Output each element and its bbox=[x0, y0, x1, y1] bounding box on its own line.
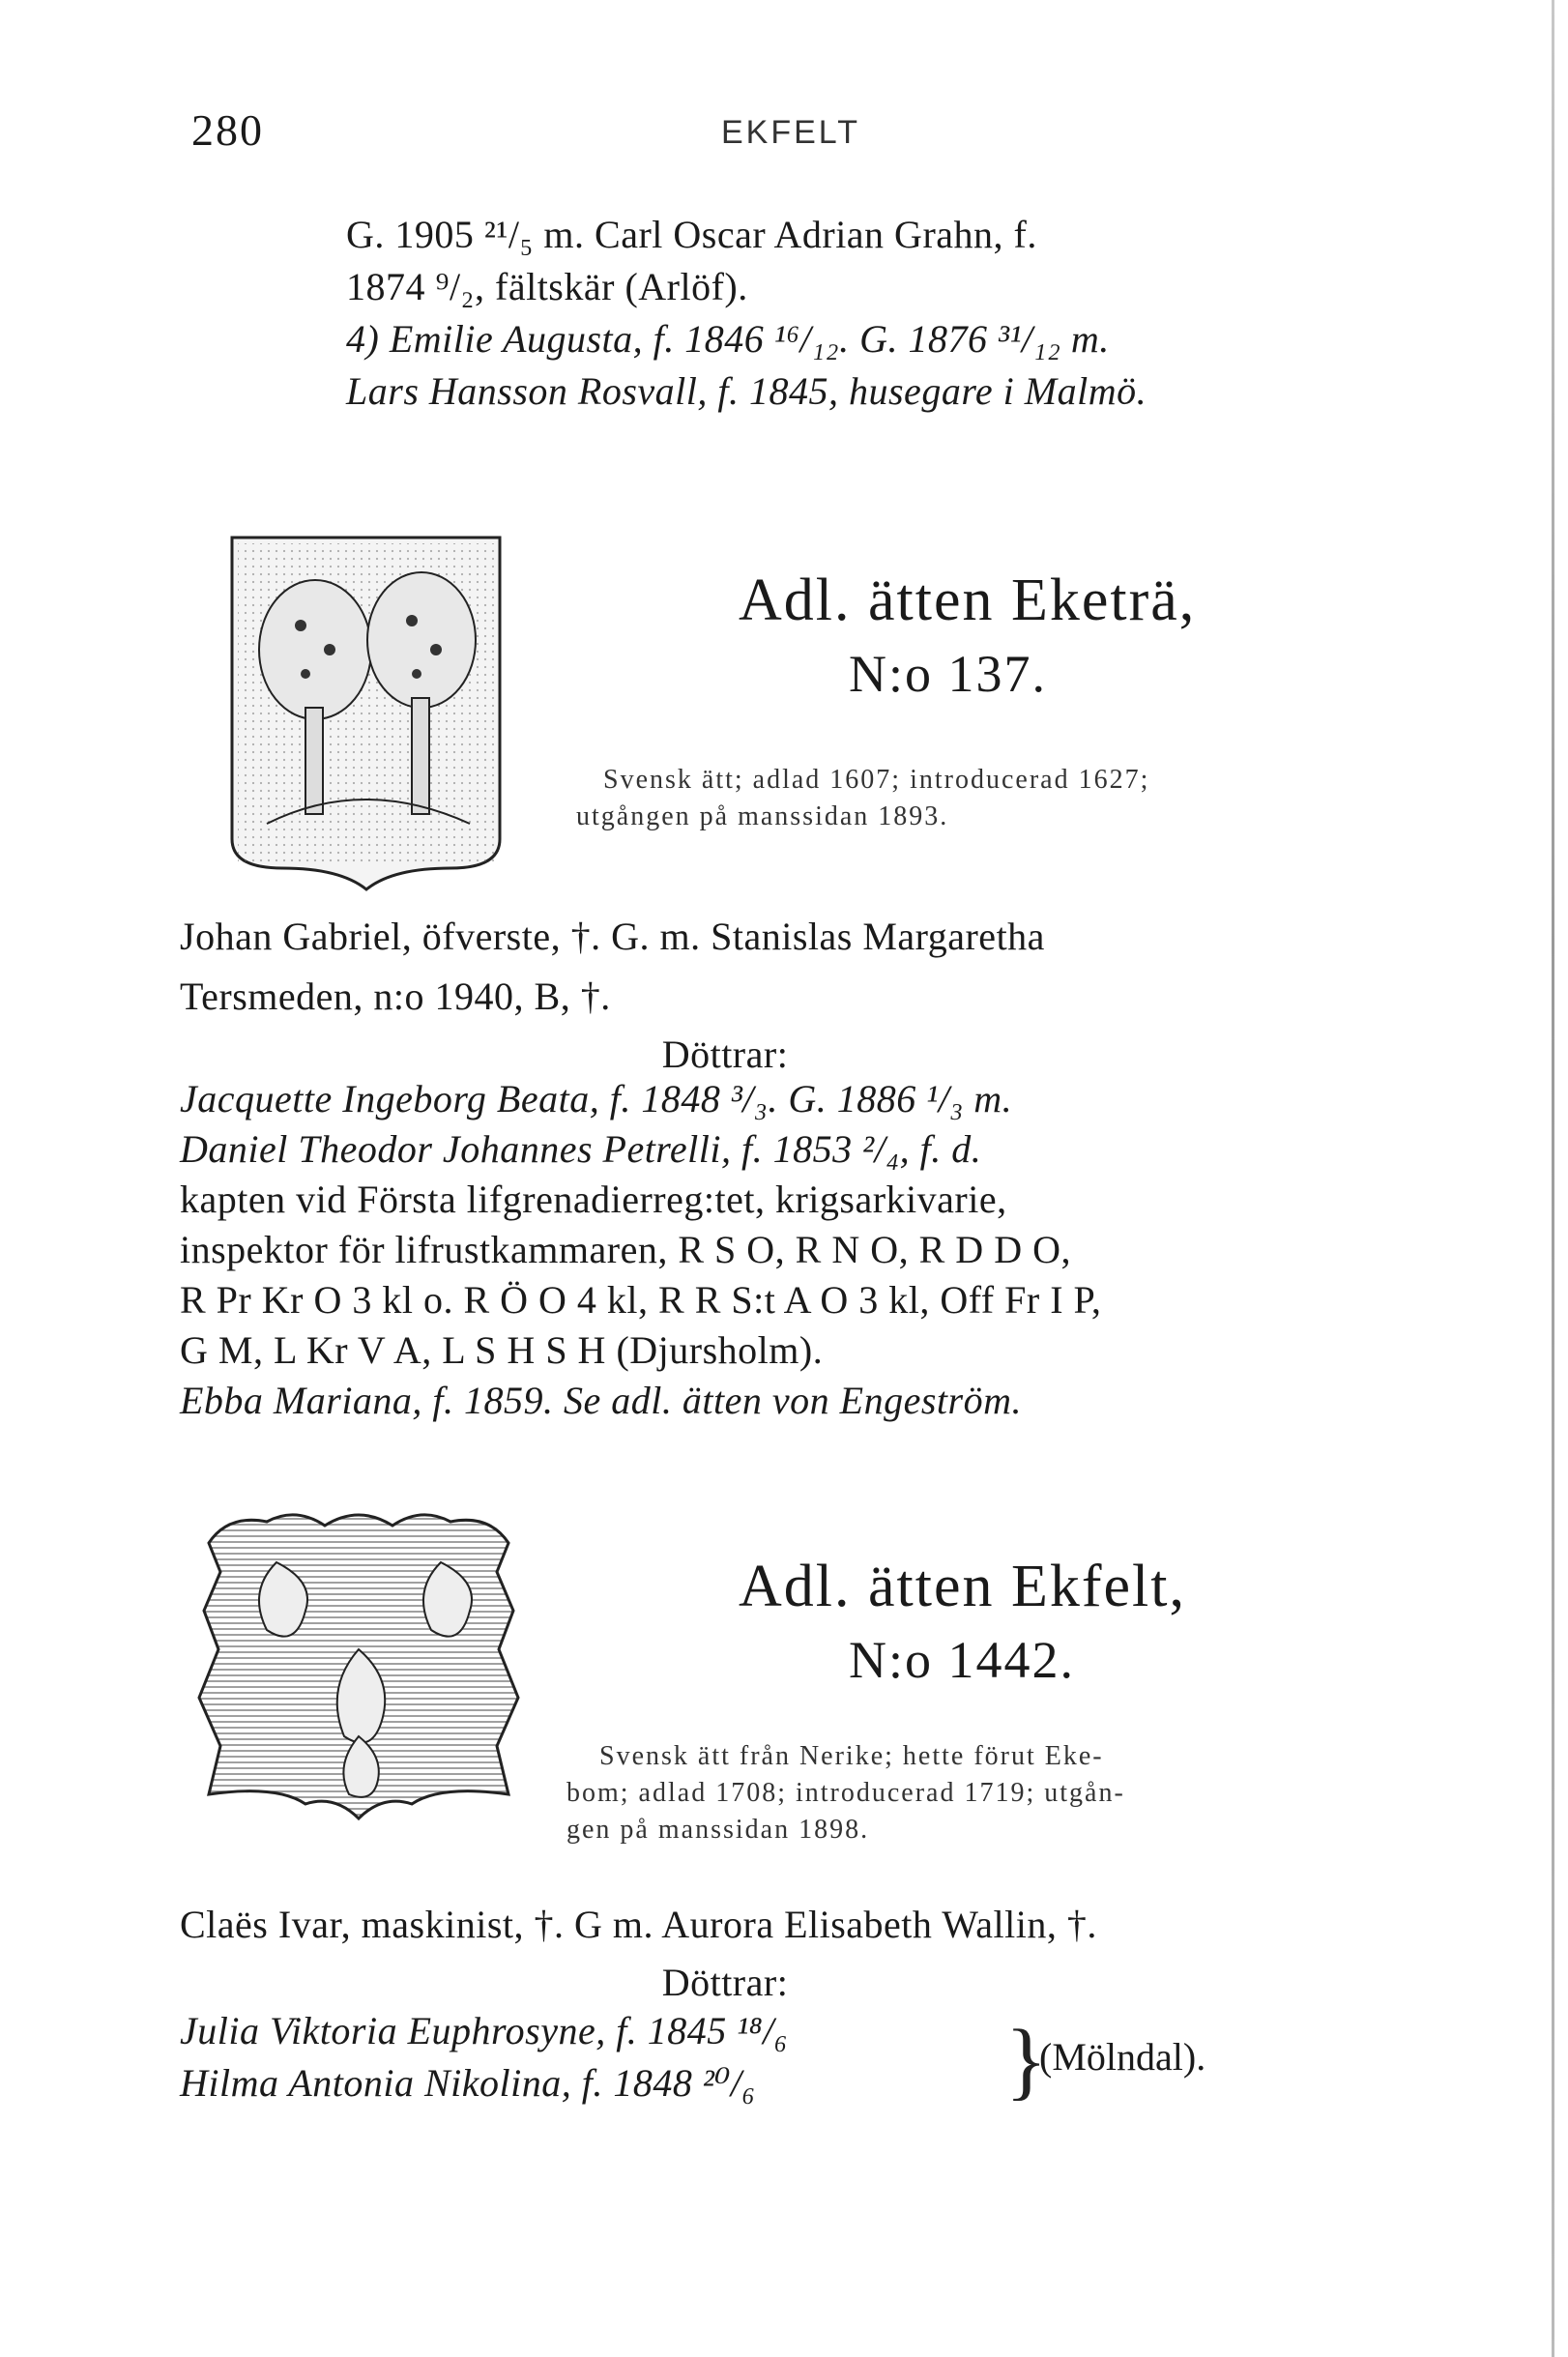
ekfelt-description-3: gen på manssidan 1898. bbox=[566, 1815, 870, 1845]
ekfelt-family-number: N:o 1442. bbox=[849, 1631, 1075, 1689]
running-title: EKFELT bbox=[721, 114, 860, 151]
eketra-line-1: Johan Gabriel, öfverste, †. G. m. Stanislas Margaretha bbox=[180, 915, 1045, 958]
page-number: 280 bbox=[191, 105, 264, 155]
top-line-4: Lars Hansson Rosvall, f. 1845, husegare i Malmö. bbox=[346, 369, 1147, 413]
top-line-1: G. 1905 ²¹/₅ m. Carl Oscar Adrian Grahn, f. bbox=[346, 213, 1037, 256]
ekfelt-description-2: bom; adlad 1708; introducerad 1719; utgån- bbox=[566, 1778, 1125, 1808]
eketra-daughter-line-3: kapten vid Första lifgrenadierreg:tet, krigsarkivarie, bbox=[180, 1178, 1007, 1221]
eketra-daughter-line-5: R Pr Kr O 3 kl o. R Ö O 4 kl, R R S:t A O 3 kl, Off Fr I P, bbox=[180, 1278, 1102, 1322]
ekfelt-family-title: Adl. ätten Ekfelt, bbox=[739, 1554, 1186, 1619]
eketra-family-number: N:o 137. bbox=[849, 645, 1047, 703]
ekfelt-description-1: Svensk ätt från Nerike; hette förut Eke- bbox=[599, 1741, 1104, 1771]
eketra-line-2: Tersmeden, n:o 1940, B, †. bbox=[180, 975, 611, 1018]
ekfelt-daughter-1: Julia Viktoria Euphrosyne, f. 1845 ¹⁸/₆ bbox=[180, 2009, 789, 2052]
ekfelt-residence: (Mölndal). bbox=[1039, 2035, 1206, 2079]
ekfelt-daughter-2: Hilma Antonia Nikolina, f. 1848 ²⁰/₆ bbox=[180, 2061, 756, 2105]
ekfelt-coat-of-arms-icon bbox=[189, 1504, 528, 1833]
eketra-daughter-line-2: Daniel Theodor Johannes Petrelli, f. 1853 ²/₄, f. d. bbox=[180, 1127, 982, 1171]
ekfelt-daughters-heading: Döttrar: bbox=[661, 1961, 789, 2004]
eketra-daughter-line-1: Jacquette Ingeborg Beata, f. 1848 ³/₃. G. 1886 ¹/₃ m. bbox=[180, 1077, 1013, 1120]
top-line-2: 1874 ⁹/₂, fältskär (Arlöf). bbox=[346, 265, 748, 308]
brace-icon: } bbox=[1005, 2013, 1048, 2109]
eketra-daughter-line-7: Ebba Mariana, f. 1859. Se adl. ätten von Engeström. bbox=[180, 1379, 1022, 1422]
eketra-family-title: Adl. ätten Eketrä, bbox=[739, 567, 1197, 633]
eketra-description-2: utgången på manssidan 1893. bbox=[576, 801, 949, 831]
ekfelt-line-1: Claës Ivar, maskinist, †. G m. Aurora Elisabeth Wallin, †. bbox=[180, 1903, 1097, 1946]
top-line-3: 4) Emilie Augusta, f. 1846 ¹⁶/₁₂. G. 1876 ³¹/₁₂ m. bbox=[346, 317, 1110, 361]
eketra-daughter-line-4: inspektor för lifrustkammaren, R S O, R N O, R D D O, bbox=[180, 1228, 1071, 1271]
eketra-daughters-heading: Döttrar: bbox=[661, 1033, 789, 1076]
eketra-description-1: Svensk ätt; adlad 1607; introducerad 1627; bbox=[603, 765, 1150, 795]
eketra-coat-of-arms-icon bbox=[228, 534, 504, 893]
eketra-daughter-line-6: G M, L Kr V A, L S H S H (Djursholm). bbox=[180, 1328, 824, 1372]
